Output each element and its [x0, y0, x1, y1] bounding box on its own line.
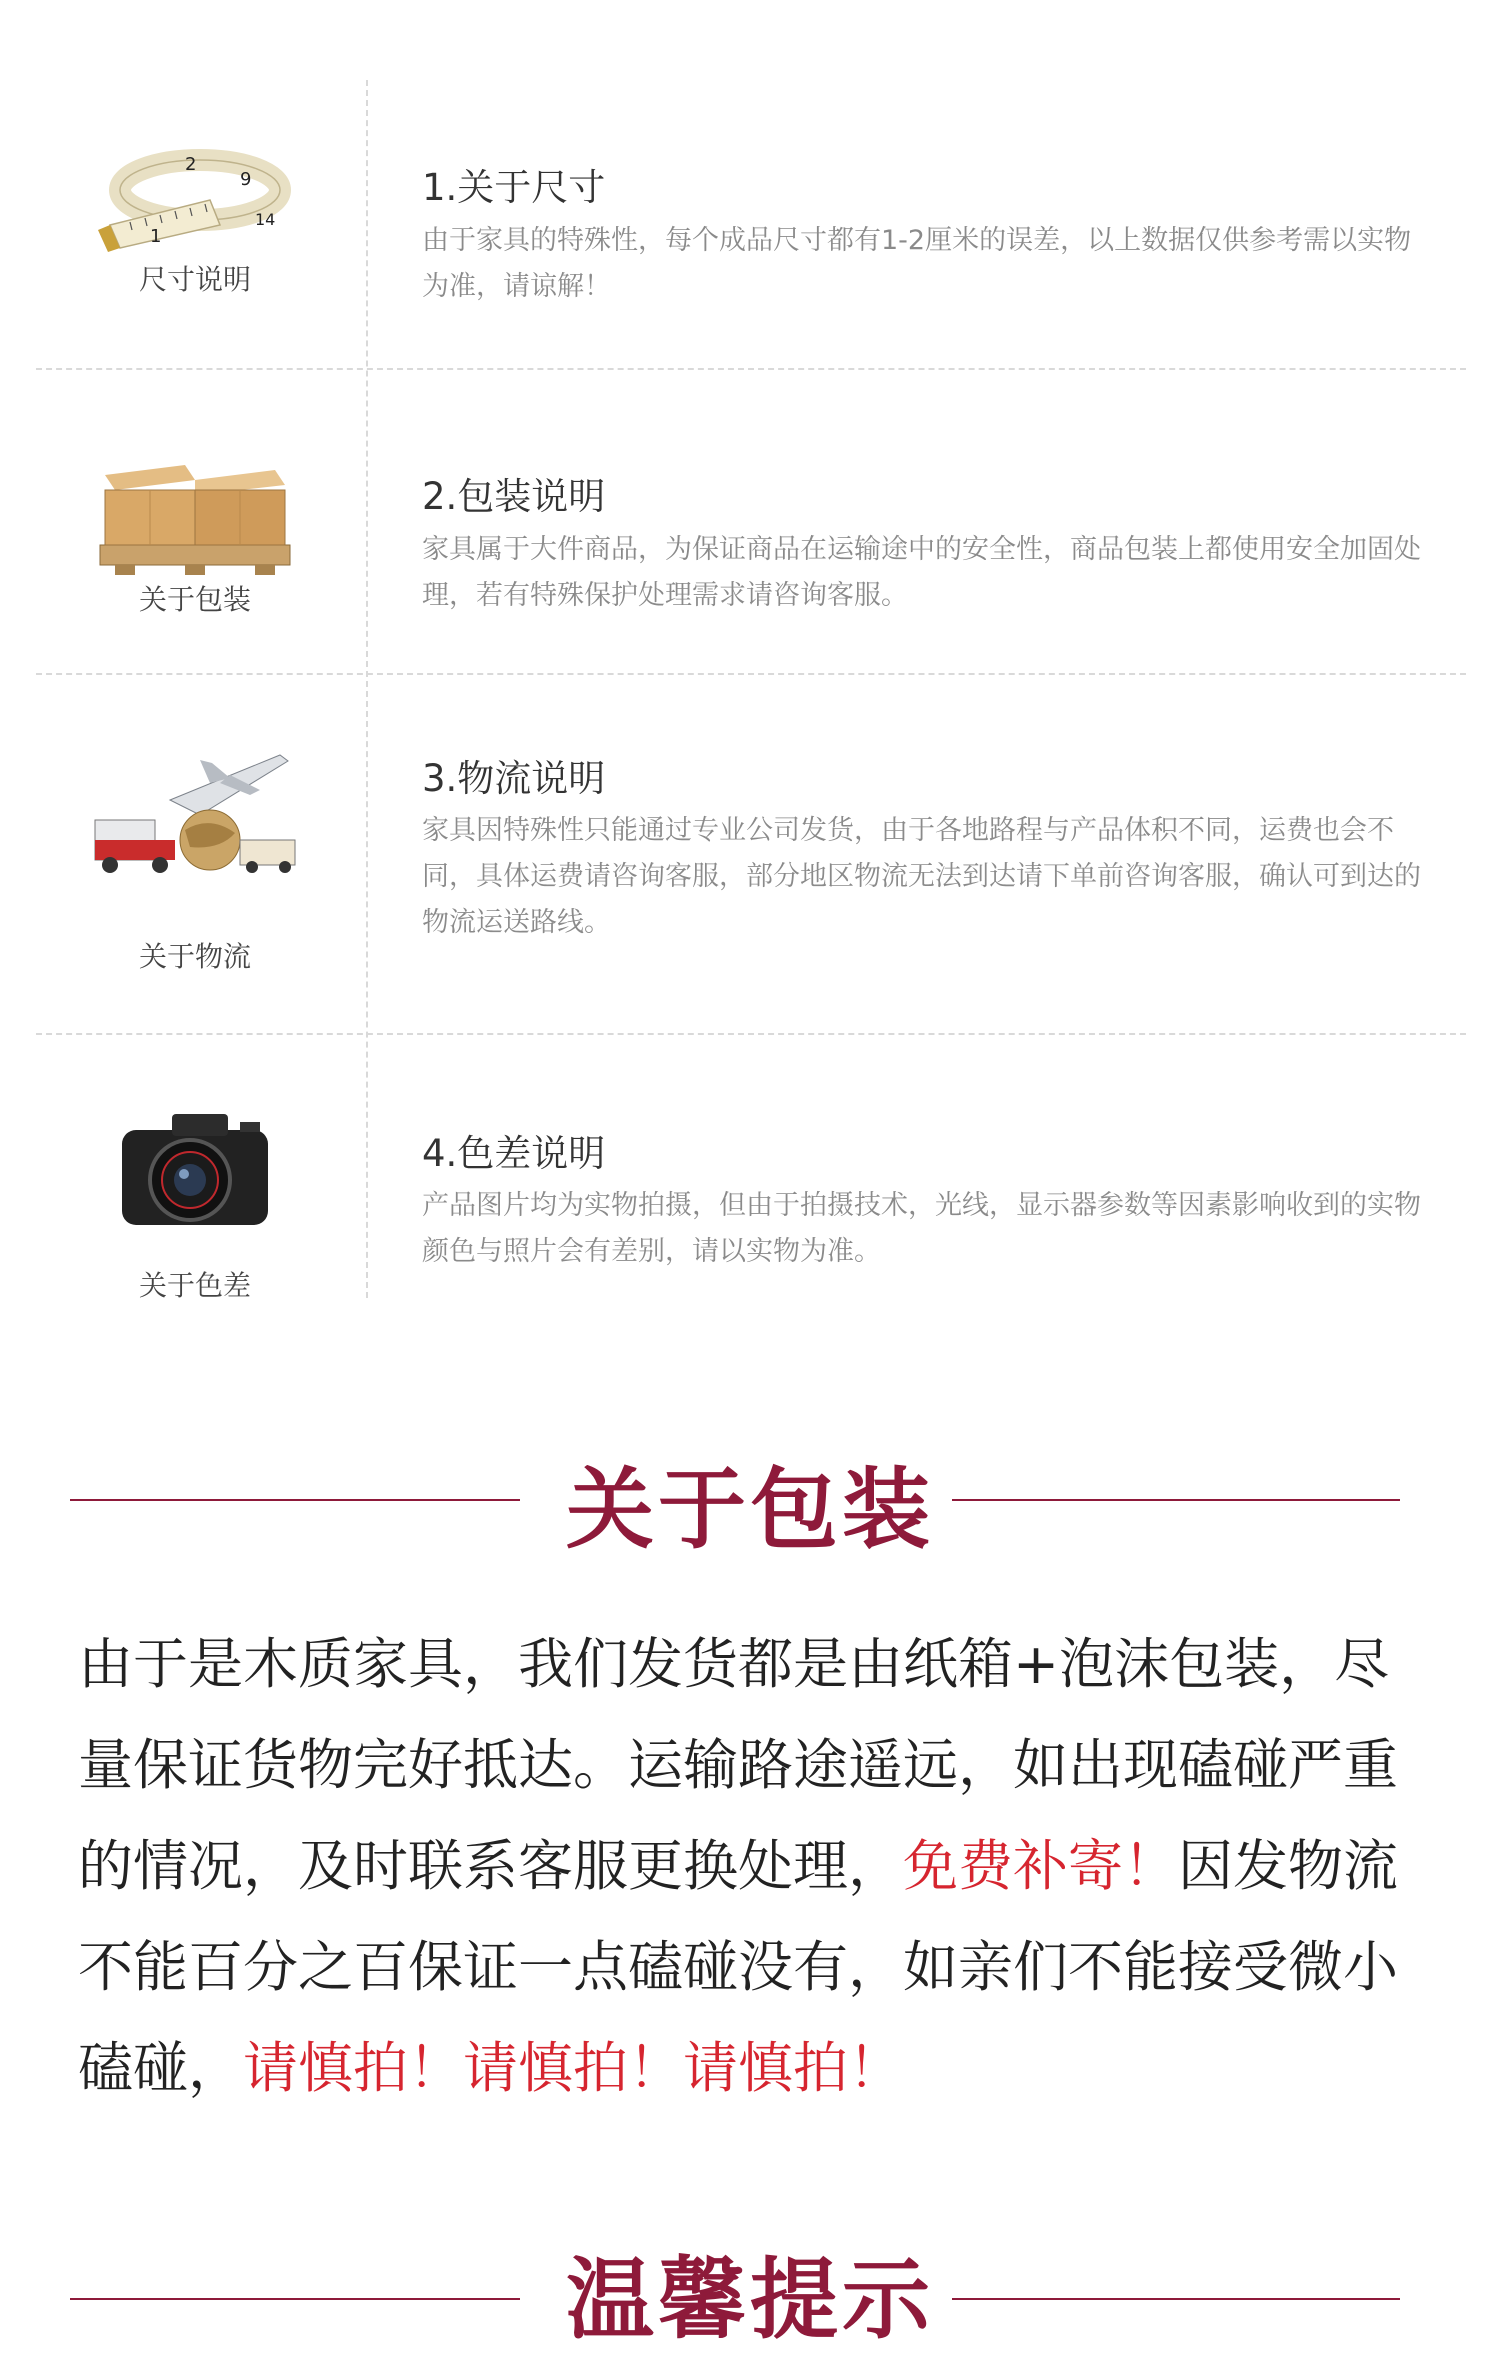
free-resend-highlight: 免费补寄！ [903, 1834, 1179, 1898]
item-caption: 关于色差 [138, 1269, 251, 1302]
item-caption: 关于包装 [138, 583, 251, 616]
row-divider [36, 1033, 1466, 1035]
item-description: 产品图片均为实物拍摄，但由于拍摄技术，光线，显示器参数等因素影响收到的实物颜色与照片会有差别，请以实物为准。 [422, 1190, 1421, 1267]
camera-icon [90, 1100, 300, 1240]
item-title: 2.包装说明 [422, 475, 606, 518]
cardboard-boxes-icon [90, 445, 300, 585]
item-description: 家具属于大件商品，为保证商品在运输途中的安全性，商品包装上都使用安全加固处理，若有特殊保护处理需求请咨询客服。 [422, 534, 1421, 611]
packaging-text: 由于是木质家具，我们发货都是由纸箱+泡沫包装，尽量保证货物完好抵达。运输路途遥远，如出现磕碰严重的情况，及时联系客服更换处理， [78, 1632, 1399, 1898]
packaging-text: 因发物流不能百分之百保证一点磕碰没有，如亲们不能接受微小磕碰， [78, 1834, 1399, 2100]
svg-text:9: 9 [240, 169, 252, 190]
item-description: 由于家具的特殊性，每个成品尺寸都有1-2厘米的误差，以上数据仅供参考需以实物为准，请谅解！ [422, 225, 1412, 302]
item-description: 家具因特殊性只能通过专业公司发货，由于各地路程与产品体积不同，运费也会不同，具体运费请咨询客服，部分地区物流无法到达请下单前咨询客服，确认可到达的物流运送路线。 [422, 815, 1421, 938]
item-caption: 尺寸说明 [138, 263, 251, 296]
svg-text:1: 1 [150, 226, 162, 247]
packaging-paragraph [78, 1614, 1438, 2119]
item-title: 1.关于尺寸 [422, 166, 606, 209]
packaging-heading: 关于包装 [565, 1458, 934, 1561]
row-divider [36, 368, 1466, 370]
column-divider [366, 80, 368, 1298]
row-divider [36, 673, 1466, 675]
logistics-icon [90, 745, 300, 885]
svg-text:2: 2 [185, 154, 197, 175]
item-caption: 关于物流 [138, 940, 251, 973]
item-title: 3.物流说明 [422, 757, 606, 800]
svg-text:14: 14 [255, 210, 276, 229]
tips-heading: 温馨提示 [565, 2248, 934, 2351]
caution-highlight: 请慎拍！请慎拍！请慎拍！ [243, 2036, 904, 2100]
measuring-tape-icon [90, 130, 300, 270]
item-title: 4.色差说明 [422, 1132, 606, 1175]
